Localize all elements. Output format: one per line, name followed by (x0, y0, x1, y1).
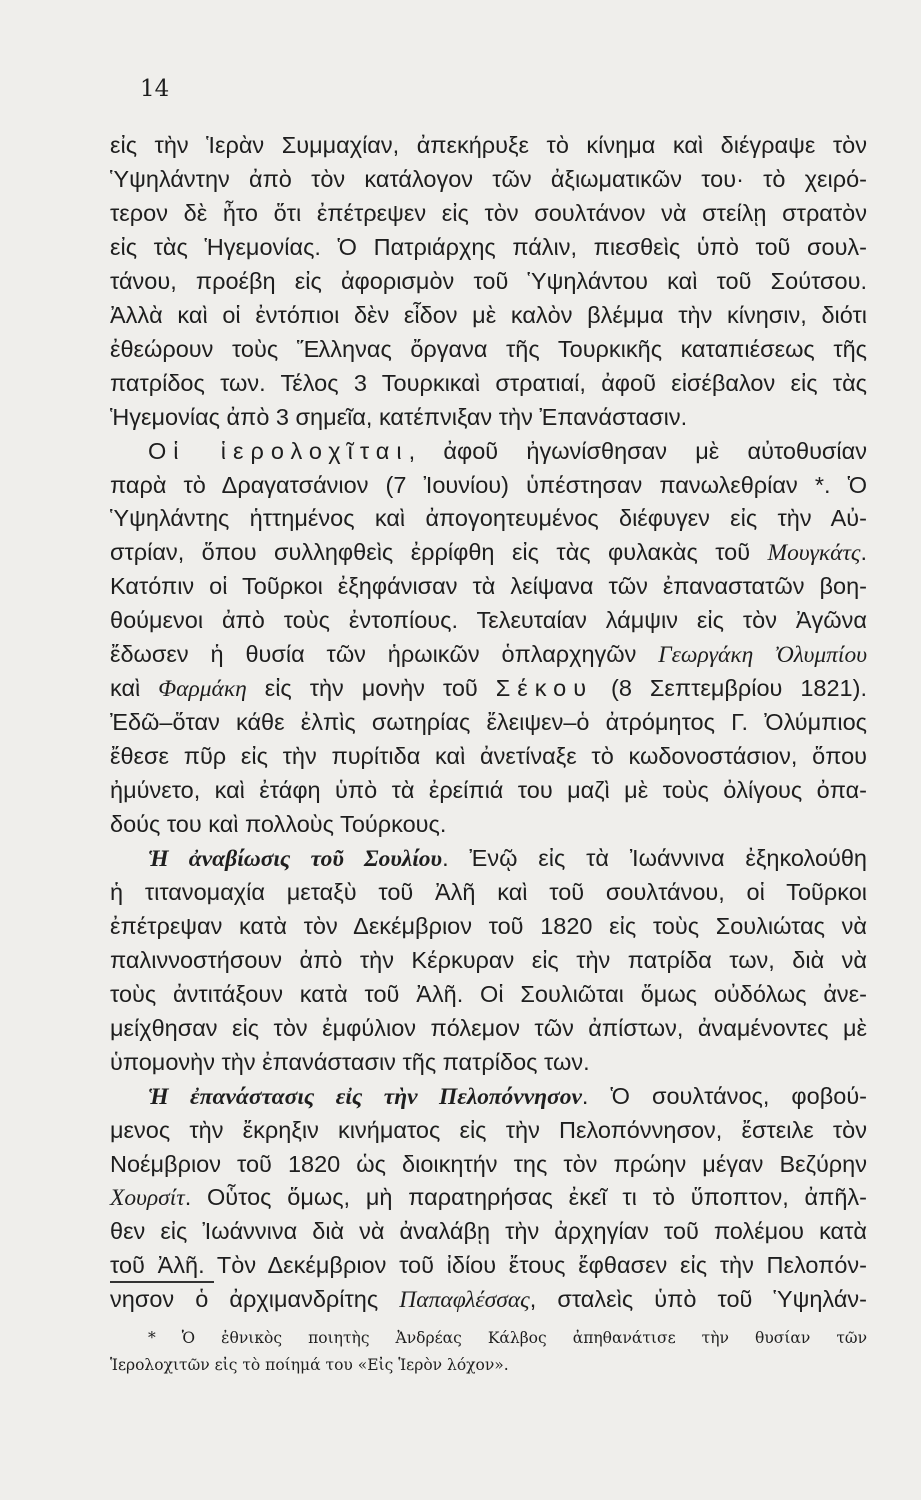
text-line (110, 1248, 867, 1282)
text-line (110, 298, 867, 332)
footnote-divider (110, 1281, 214, 1283)
text-run: ὑπομονὴν τὴν ἐπανάστασιν τῆς πατρίδος των. (110, 1048, 590, 1075)
text-run: ἠμύνετο, καὶ ἐτάφη ὑπὸ τὰ ἐρείπιά του μαζὶ μὲ τοὺς ὀλίγους ὀπα- (110, 777, 867, 804)
spaced-text: Οἱ ἱερολοχῖται (148, 437, 409, 464)
text-line (110, 1011, 867, 1045)
text-run: στρίαν, ὅπου συλληφθεὶς ἐρρίφθη εἰς τὰς φυλακὰς τοῦ (110, 539, 768, 566)
text-line (148, 1079, 867, 1113)
text-line (110, 569, 867, 603)
text-run: ἐπέτρεψαν κατὰ τὸν Δεκέμβριον τοῦ 1820 εἰς τοὺς Σουλιώτας νὰ (110, 912, 867, 939)
text-line (148, 841, 867, 875)
text-line (110, 128, 867, 162)
text-run: νησον ὁ ἀρχιμανδρίτης (110, 1286, 400, 1313)
text-run: δούς του καὶ πολλοὺς Τούρκους. (110, 811, 447, 837)
text-run: παλιννοστήσουν ἀπὸ τὴν Κέρκυραν εἰς τὴν πατρίδα των, διὰ νὰ (110, 946, 867, 973)
text-line (110, 1045, 867, 1079)
text-line (110, 1214, 867, 1248)
text-line (110, 1282, 867, 1316)
text-run: καὶ (110, 675, 159, 702)
text-run: μενος τὴν ἔκρηξιν κινήματος εἰς τὴν Πελοπόννησον, ἔστειλε τὸν (110, 1116, 867, 1143)
text-run: Ὑψηλάντην ἀπὸ τὸν κατάλογον τῶν ἀξιωματικῶν του· τὸ χειρό- (110, 165, 867, 192)
text-run: , σταλεὶς ὑπὸ τοῦ Ὑψηλάν- (529, 1286, 867, 1313)
text-run: Ἀλλὰ καὶ οἱ ἐντόπιοι δὲν εἶδον μὲ καλὸν βλέμμα τὴν κίνησιν, διότι (110, 301, 867, 328)
text-run: . Ἐνῷ εἰς τὰ Ἰωάννινα ἐξηκολούθη (442, 844, 868, 871)
text-line (110, 807, 867, 841)
text-run: μείχθησαν εἰς τὸν ἐμφύλιον πόλεμον τῶν ἀπίστων, ἀναμένοντες μὲ (110, 1014, 867, 1041)
text-line (110, 196, 867, 230)
text-run: Ἐδῶ–ὅταν κάθε ἐλπὶς σωτηρίας ἔλειψεν–ὁ ἀτρόμητος Γ. Ὀλύμπιος (110, 709, 867, 736)
text-run: ἐθεώρουν τοὺς Ἕλληνας ὄργανα τῆς Τουρκικῆς καταπιέσεως τῆς (110, 335, 867, 362)
text-run: Ἡγεμονίας ἀπὸ 3 σημεῖα, κατέπνιξαν τὴν Ἐπανάστασιν. (110, 403, 688, 430)
spaced-text: Σέκου (495, 675, 594, 702)
text-run: τερον δὲ ἦτο ὅτι ἐπέτρεψεν εἰς τὸν σουλτάνον νὰ στείλῃ στρατὸν (110, 199, 867, 226)
text-run: Νοέμβριον τοῦ 1820 ὡς διοικητήν της τὸν πρώην μέγαν Βεζύρην (110, 1150, 867, 1177)
text-run: . Ὁ σουλτάνος, φοβού- (581, 1082, 867, 1109)
text-line (110, 637, 867, 671)
italic-name: Γεωργάκη Ὀλυμπίου (658, 642, 867, 669)
text-run: παρὰ τὸ Δραγατσάνιον (7 Ἰουνίου) ὑπέστησαν πανωλεθρίαν *. Ὁ (110, 471, 867, 498)
italic-name: Παπαφλέσσας (399, 1287, 530, 1314)
text-line (110, 739, 867, 773)
footnote-line: * Ὁ ἐθνικὸς ποιητὴς Ἀνδρέας Κάλβος ἀπηθανάτισε τὴν θυσίαν τῶν (148, 1329, 867, 1347)
text-run: . (860, 539, 867, 566)
text-run: (8 Σεπτεμβρίου 1821). (593, 675, 867, 702)
text-run: ἔθεσε πῦρ εἰς τὴν πυρίτιδα καὶ ἀνετίναξε τὸ κωδονοστάσιον, ὅπου (110, 743, 867, 770)
text-line (110, 909, 867, 943)
text-line (148, 434, 867, 468)
text-run: ἔδωσεν ἡ θυσία τῶν ἡρωικῶν ὁπλαρχηγῶν (110, 641, 659, 668)
section-heading: Ἡ ἀναβίωσις τοῦ Σουλίου (148, 845, 443, 872)
text-run: εἰς τὰς Ἡγεμονίας. Ὁ Πατριάρχης πάλιν, πιεσθεὶς ὑπὸ τοῦ σουλ- (110, 233, 867, 260)
text-run: Κατόπιν οἱ Τοῦρκοι ἐξηφάνισαν τὰ λείψανα τῶν ἐπαναστατῶν βοη- (110, 573, 867, 600)
text-line (110, 366, 867, 400)
text-run: , ἀφοῦ ἠγωνίσθησαν μὲ αὐτοθυσίαν (408, 437, 867, 464)
text-line (110, 875, 867, 909)
text-line (110, 977, 867, 1011)
text-line (110, 230, 867, 264)
text-line (110, 603, 867, 637)
text-run: τοὺς ἀντιτάξουν κατὰ τοῦ Ἀλῆ. Οἱ Σουλιῶται ὅμως οὐδόλως ἀνε- (110, 980, 867, 1007)
text-line (110, 705, 867, 739)
text-run: Ὑψηλάντης ἡττημένος καὶ ἀπογοητευμένος διέφυγεν εἰς τὴν Αὐ- (110, 505, 867, 532)
text-line (110, 400, 867, 434)
page-number: 14 (140, 76, 170, 102)
text-line (110, 332, 867, 366)
text-run: . Οὗτος ὅμως, μὴ παρατηρήσας ἐκεῖ τι τὸ ὕποπτον, ἀπῆλ- (184, 1184, 867, 1211)
text-line (110, 1147, 867, 1181)
text-line (110, 162, 867, 196)
footnote-line: Ἱερολοχιτῶν εἰς τὸ ποίημά του «Εἰς Ἱερὸν λόχον». (110, 1356, 509, 1374)
text-line (110, 773, 867, 807)
text-run: ἡ τιτανομαχία μεταξὺ τοῦ Ἀλῆ καὶ τοῦ σουλτάνου, οἱ Τοῦρκοι (110, 878, 867, 905)
text-line (110, 1180, 867, 1214)
text-run: τάνου, προέβη εἰς ἀφορισμὸν τοῦ Ὑψηλάντου καὶ τοῦ Σούτσου. (110, 267, 867, 294)
italic-name: Μουγκάτς (767, 540, 861, 567)
text-line (110, 943, 867, 977)
text-run: εἰς τὴν μονὴν τοῦ (246, 675, 496, 702)
text-line (110, 535, 867, 569)
text-line (110, 501, 867, 535)
section-heading: Ἡ ἐπανάστασις εἰς τὴν Πελοπόννησον (148, 1083, 582, 1110)
text-run: θεν εἰς Ἰωάννινα διὰ νὰ ἀναλάβῃ τὴν ἀρχηγίαν τοῦ πολέμου κατὰ (110, 1218, 867, 1245)
italic-name: Φαρμάκη (158, 676, 247, 703)
text-line (110, 468, 867, 502)
text-run: τοῦ Ἀλῆ. Τὸν Δεκέμβριον τοῦ ἰδίου ἔτους ἔφθασεν εἰς τὴν Πελοπόν- (110, 1252, 867, 1279)
text-line (110, 671, 867, 705)
text-line (110, 264, 867, 298)
text-run: θούμενοι ἀπὸ τοὺς ἐντοπίους. Τελευταίαν λάμψιν εἰς τὸν Ἀγῶνα (110, 607, 867, 634)
text-line (110, 1113, 867, 1147)
text-run: εἰς τὴν Ἱερὰν Συμμαχίαν, ἀπεκήρυξε τὸ κίνημα καὶ διέγραψε τὸν (110, 132, 867, 158)
text-run: πατρίδος των. Τέλος 3 Τουρκικαὶ στρατιαί, ἀφοῦ εἰσέβαλον εἰς τὰς (110, 369, 867, 396)
italic-name: Χουρσίτ (110, 1185, 185, 1212)
